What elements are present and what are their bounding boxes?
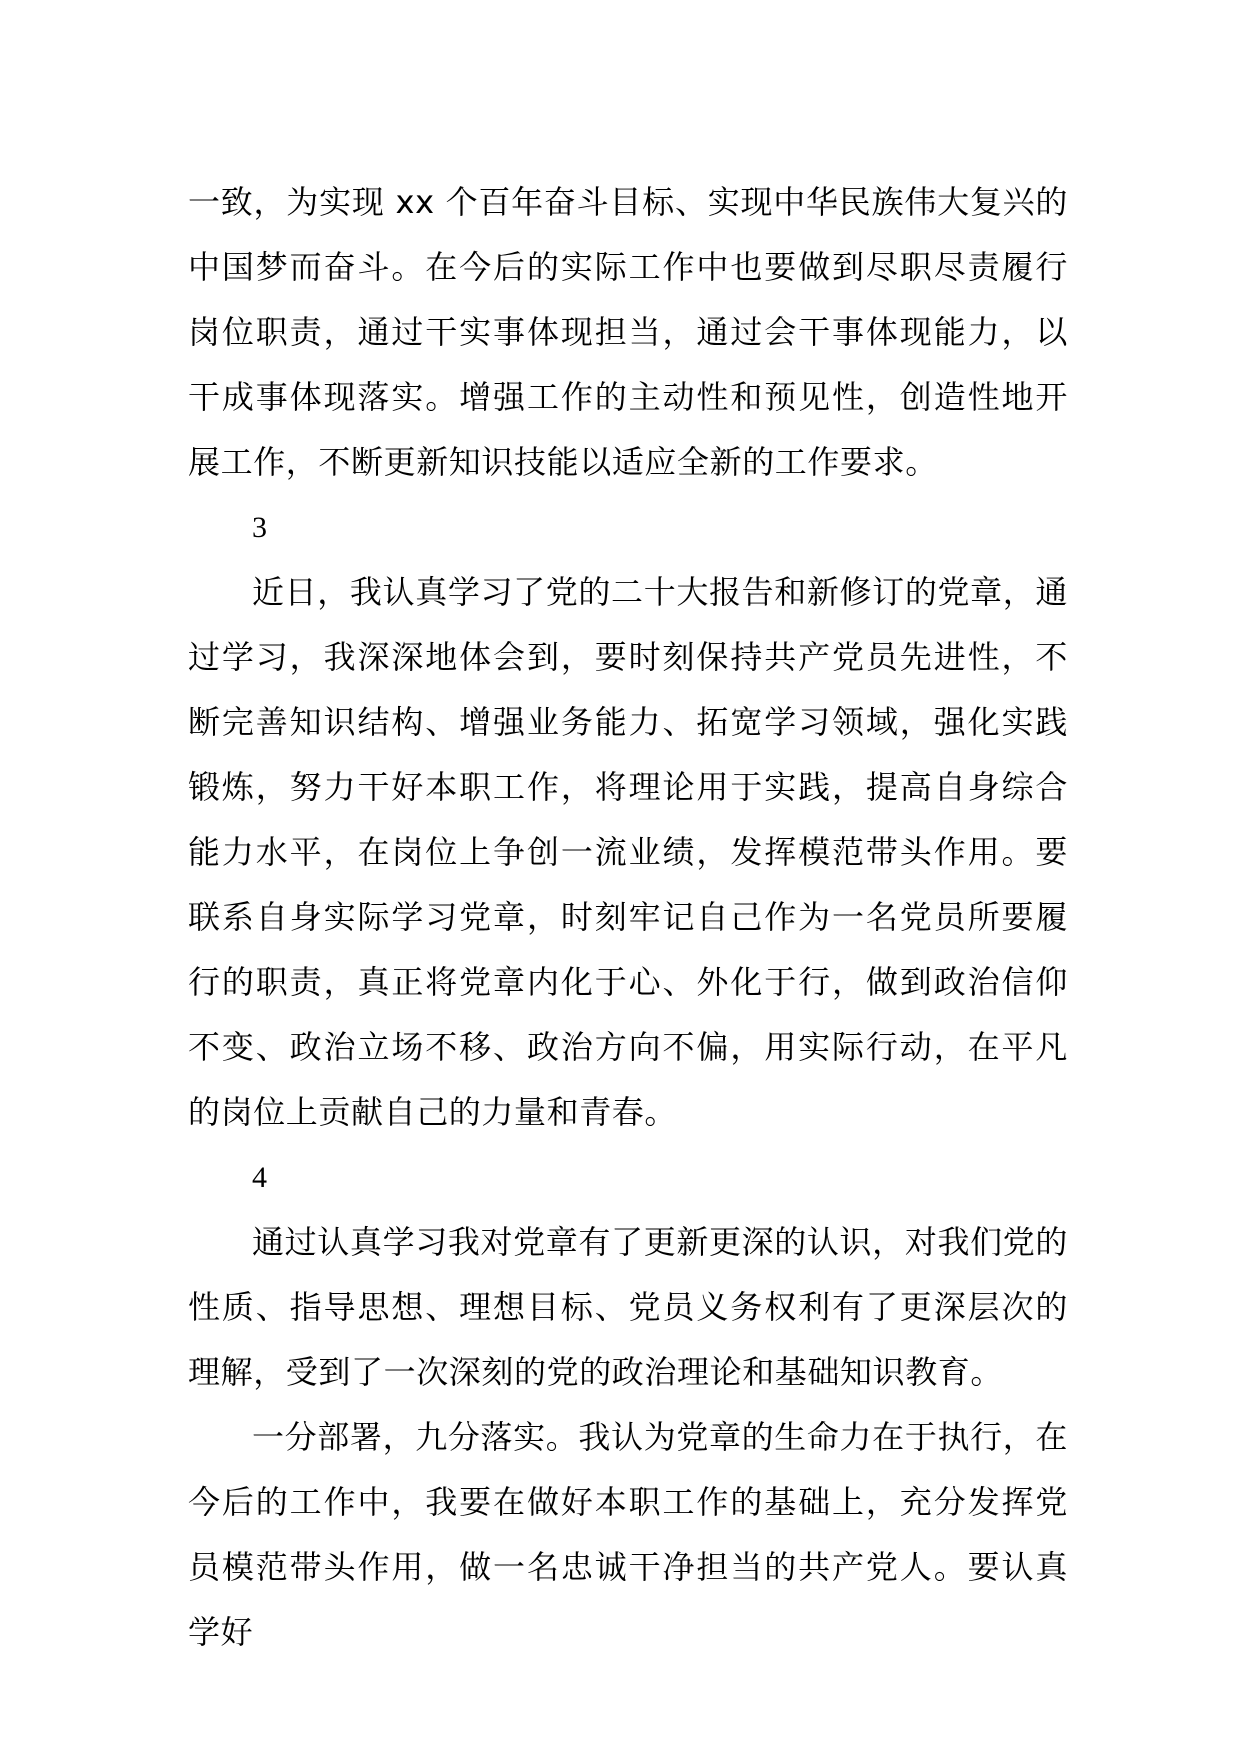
document-body xyxy=(188,170,1068,1665)
section-number-3: 3 xyxy=(252,511,267,544)
paragraph-section-3: 近日，我认真学习了党的二十大报告和新修订的党章，通过学习，我深深地体会到，要时刻保持共产党员先进性，不断完善知识结构、增强业务能力、拓宽学习领域，强化实践锻炼，努力干好本职工作，将理论用于实践，提高自身综合能力水平，在岗位上争创一流业绩，发挥模范带头作用。要联系自身实际学习党章，时刻牢记自己作为一名党员所要履行的职责，真正将党章内化于心、外化于行，做到政治信仰不变、政治立场不移、政治方向不偏，用实际行动，在平凡的岗位上贡献自己的力量和青春。 xyxy=(188,573,1068,1131)
section-number-4: 4 xyxy=(252,1161,267,1194)
paragraph-section-4-intro: 通过认真学习我对党章有了更新更深的认识，对我们党的性质、指导思想、理想目标、党员义务权利有了更深层次的理解，受到了一次深刻的党的政治理论和基础知识教育。 xyxy=(188,1223,1068,1391)
paragraph-section-4-implementation: 一分部署，九分落实。我认为党章的生命力在于执行，在今后的工作中，我要在做好本职工作的基础上，充分发挥党员模范带头作用，做一名忠诚干净担当的共产党人。要认真学好 xyxy=(188,1418,1068,1651)
paragraph-continuation: 一致，为实现 xx 个百年奋斗目标、实现中华民族伟大复兴的中国梦而奋斗。在今后的实际工作中也要做到尽职尽责履行岗位职责，通过干实事体现担当，通过会干事体现能力，以干成事体现落实。增强工作的主动性和预见性，创造性地开展工作，不断更新知识技能以适应全新的工作要求。 xyxy=(188,183,1068,481)
